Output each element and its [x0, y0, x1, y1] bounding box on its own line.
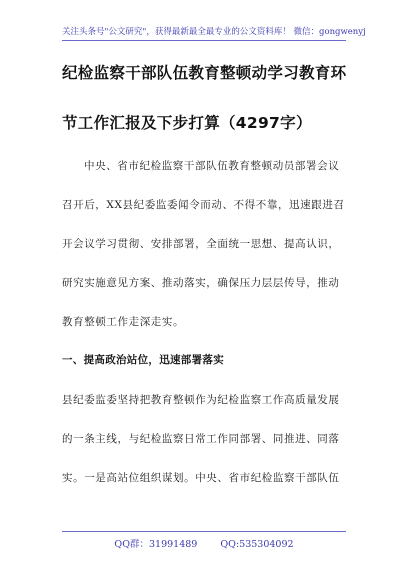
- footer-qq-group: QQ群：31991489: [114, 539, 198, 550]
- document-title-line-1: 纪检监察干部队伍教育整顿动学习教育环: [62, 64, 347, 82]
- paragraph-line: 实。一是高站位组织谋划。中央、省市纪检监察干部队伍: [62, 472, 340, 484]
- header-divider: [62, 40, 346, 41]
- paragraph-line: 教育整顿工作走深走实。: [62, 316, 185, 328]
- footer-divider: [62, 531, 346, 532]
- paragraph-line: 召开后，XX县纪委监委闻令而动、不得不靠，迅速跟进召: [62, 199, 345, 211]
- paragraph-line: 研究实施意见方案、推动落实，确保压力层层传导，推动: [62, 277, 340, 289]
- paragraph-line: 中央、省市纪检监察干部队伍教育整顿动员部署会议: [84, 160, 340, 172]
- paragraph-line: 的一条主线，与纪检监察日常工作同部署、同推进、同落: [62, 433, 340, 445]
- header-banner: 关注头条号"公文研究"，获得最新最全最专业的公文资料库！ 微信：gongwenyj: [62, 27, 366, 37]
- section-heading: 一、提高政治站位，迅速部署落实: [62, 354, 224, 366]
- footer-contact: [62, 536, 346, 550]
- paragraph-line: 县纪委监委坚持把教育整顿作为纪检监察工作高质量发展: [62, 394, 340, 406]
- paragraph-line: 开会议学习贯彻、安排部署，全面统一思想、提高认识，: [62, 238, 340, 250]
- footer-qq-number: QQ:535304092: [220, 539, 294, 550]
- document-title-line-2: 节工作汇报及下步打算（4297字）: [62, 114, 312, 132]
